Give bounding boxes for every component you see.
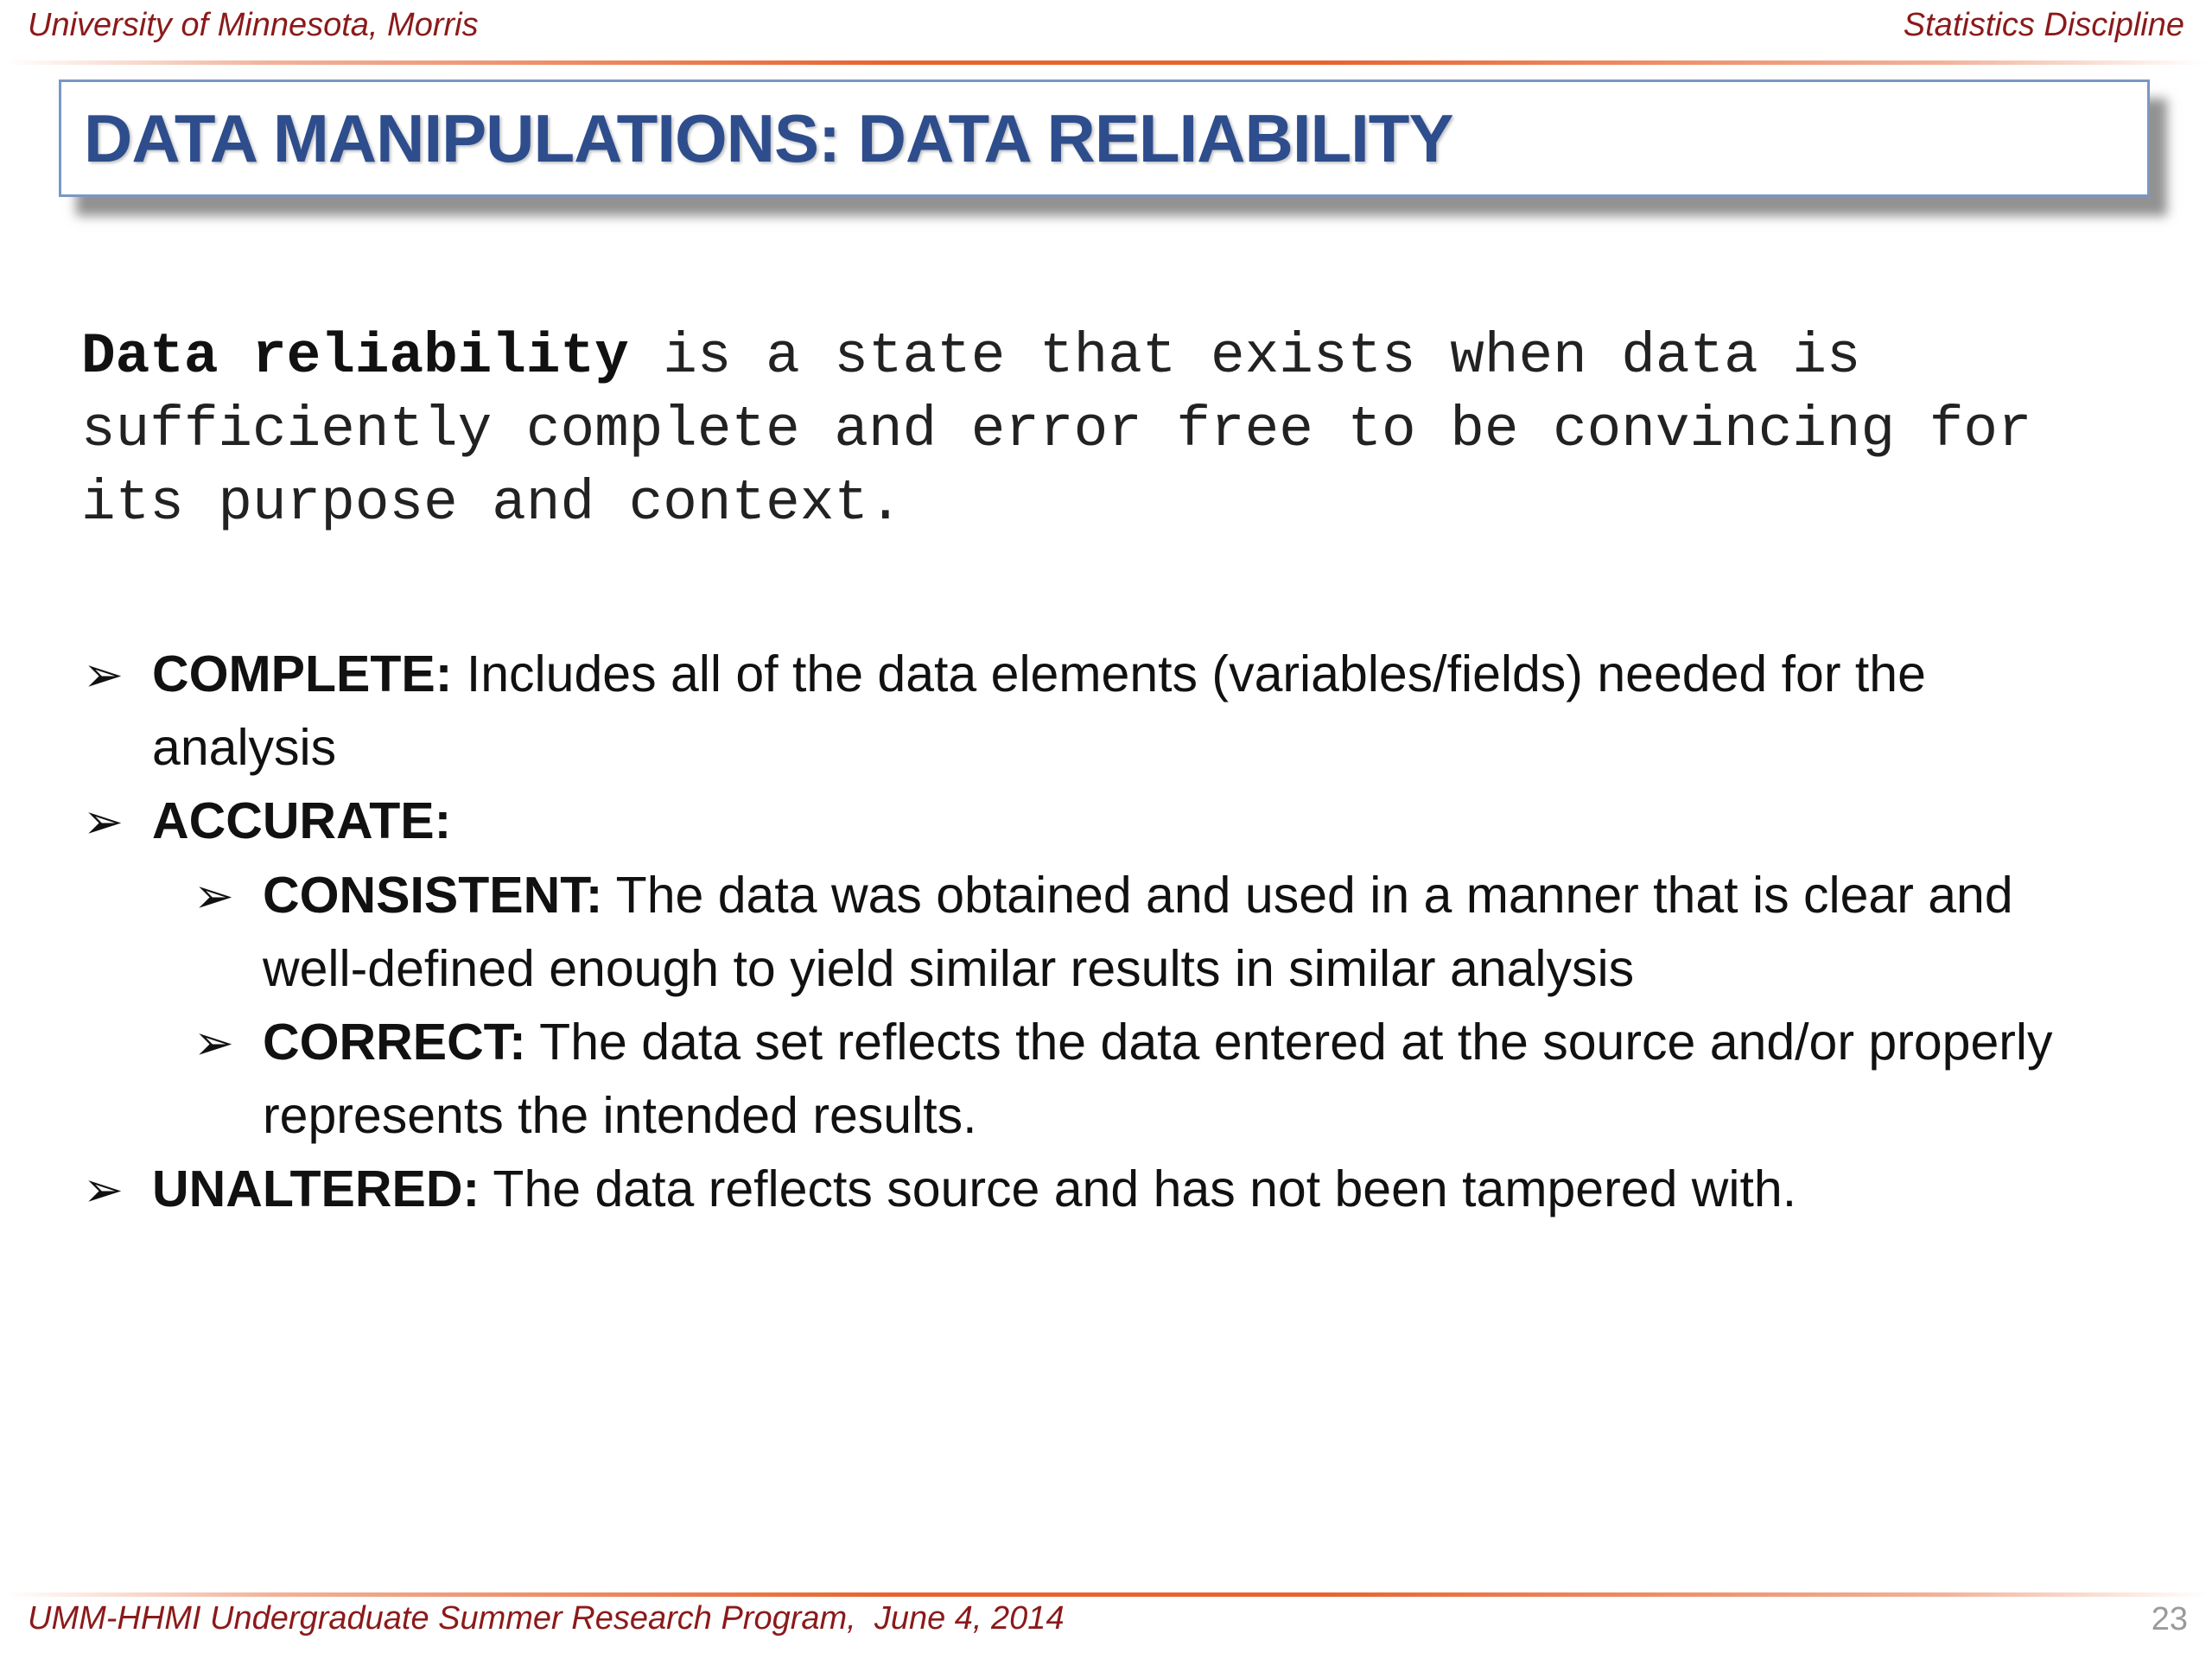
bullet-label: COMPLETE:	[152, 645, 453, 702]
bullet-label: CORRECT:	[263, 1014, 526, 1071]
definition-text: is a state that exists when data is sufficiently complete and error free to be convincing for its purpose and context.	[81, 324, 2032, 536]
bullet-unaltered	[83, 1153, 2096, 1226]
sub-bullet-correct	[194, 1006, 2077, 1153]
arrowhead-bullet-icon: ➢	[83, 794, 124, 849]
sub-bullet-consistent	[194, 859, 2077, 1006]
bullet-accurate	[83, 785, 2096, 858]
arrowhead-bullet-icon: ➢	[194, 1015, 234, 1070]
bullet-label: CONSISTENT:	[263, 867, 603, 924]
footer-divider	[5, 1592, 2207, 1597]
definition-term: Data reliability	[81, 324, 629, 389]
page-number: 23	[2151, 1601, 2188, 1637]
title-box	[59, 79, 2150, 197]
bullet-text: The data set reflects the data entered at the source and/or properly represents the intended results.	[263, 1014, 2053, 1144]
definition-paragraph	[81, 320, 2138, 540]
bullet-text: The data was obtained and used in a manner that is clear and well-defined enough to yield similar results in similar analysis	[263, 867, 2013, 997]
arrowhead-bullet-icon: ➢	[83, 1162, 124, 1217]
slide-title: DATA MANIPULATIONS: DATA RELIABILITY	[84, 100, 1453, 176]
header-discipline: Statistics Discipline	[1903, 7, 2184, 43]
header-institution: University of Minnesota, Morris	[28, 7, 479, 43]
arrowhead-bullet-icon: ➢	[83, 647, 124, 702]
bullet-complete	[83, 638, 2096, 785]
header-divider	[5, 60, 2207, 65]
bullet-text: The data reflects source and has not been tampered with.	[480, 1160, 1797, 1217]
bullet-text: Includes all of the data elements (variables/fields) needed for the analysis	[152, 645, 1926, 776]
footer-program: UMM-HHMI Undergraduate Summer Research Program, June 4, 2014	[28, 1600, 1065, 1637]
arrowhead-bullet-icon: ➢	[194, 868, 234, 923]
bullet-label: UNALTERED:	[152, 1160, 480, 1217]
bullet-label: ACCURATE:	[152, 792, 452, 849]
